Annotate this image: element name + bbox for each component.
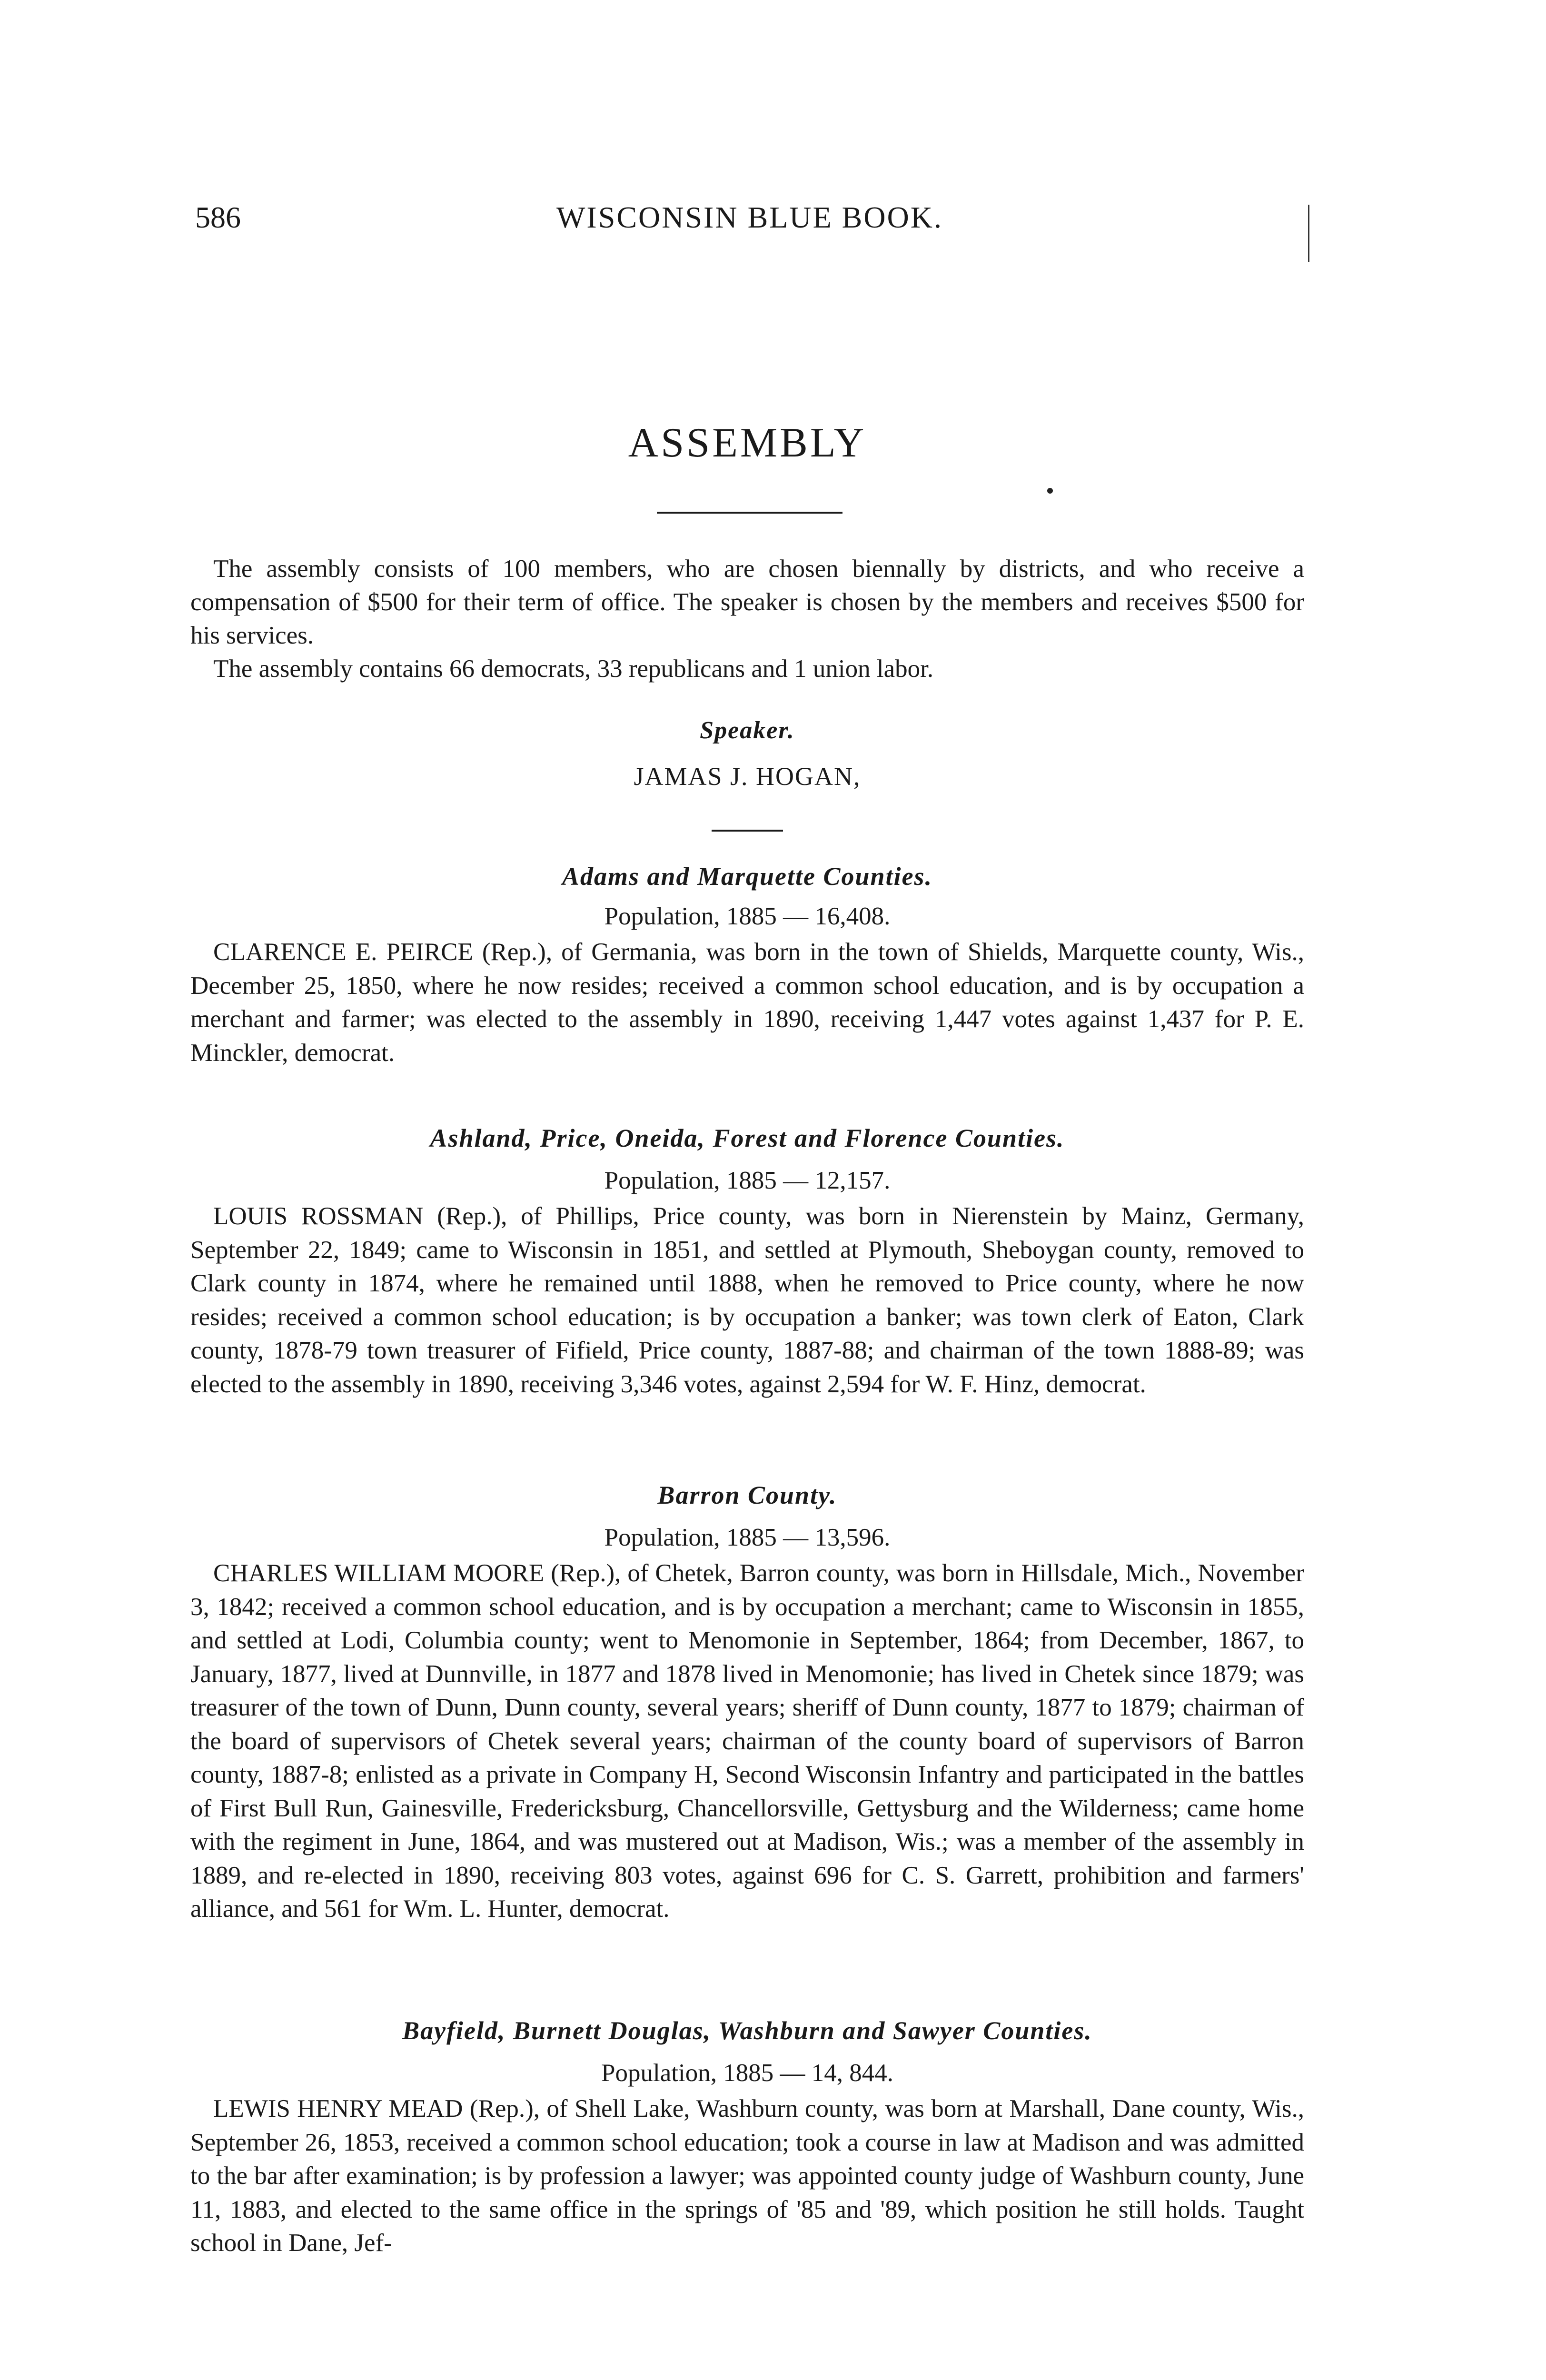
county-heading: Bayfield, Burnett Douglas, Washburn and Sawyer Counties. <box>402 2016 1092 2045</box>
running-head: WISCONSIN BLUE BOOK. <box>556 200 943 234</box>
speaker-heading: Speaker. <box>700 717 795 744</box>
population-line: Population, 1885 — 13,596. <box>604 1524 891 1551</box>
margin-mark <box>1308 205 1309 262</box>
population-line: Population, 1885 — 12,157. <box>604 1167 891 1194</box>
page-number: 586 <box>195 200 241 234</box>
intro-paragraph: The assembly consists of 100 members, who are chosen biennally by districts, and who receive a compensation of $500 for their term of office. The speaker is chosen by the members and receives $500 for his services. <box>190 555 1304 649</box>
member-bio <box>190 1557 1304 1926</box>
title-rule <box>657 512 842 514</box>
population-line: Population, 1885 — 16,408. <box>604 902 891 930</box>
page-title: ASSEMBLY <box>628 420 867 466</box>
speaker-name: JAMAS J. HOGAN, <box>634 762 861 791</box>
stray-mark <box>1047 488 1053 494</box>
bio-paragraph: CLARENCE E. PEIRCE (Rep.), of Germania, was born in the town of Shields, Marquette county, Wis., December 25, 1850, where he now resides; received a common school education, and is by occupation a merchant and farmer; was elected to the assembly in 1890, receiving 1,447 votes against 1,437 for P. E. Minckler, democrat. <box>190 938 1304 1067</box>
member-bio <box>190 935 1304 1070</box>
member-bio <box>190 2092 1304 2260</box>
population-line: Population, 1885 — 14, 844. <box>601 2059 893 2087</box>
speaker-rule <box>712 830 783 832</box>
intro-paragraph: The assembly contains 66 democrats, 33 republicans and 1 union labor. <box>213 655 934 683</box>
bio-paragraph: CHARLES WILLIAM MOORE (Rep.), of Chetek, Barron county, was born in Hillsdale, Mich., November 3, 1842; received a common school education, and is by occupation a merchant; came to Wisconsin in 1855, and settled at Lodi, Columbia county; went to Menomonie in September, 1864; from December, 1867, to January, 1877, lived at Dunnville, in 1877 and 1878 lived in Menomonie; has lived in Chetek since 1879; was treasurer of the town of Dunn, Dunn county, several years; sheriff of Dunn county, 1877 to 1879; chairman of the board of supervisors of Chetek several years; chairman of the county board of supervisors of Barron county, 1887-8; enlisted as a private in Company H, Second Wisconsin Infantry and participated in the battles of First Bull Run, Gainesville, Fredericksburg, Chancellorsville, Gettysburg and the Wilderness; came home with the regiment in June, 1864, and was mustered out at Madison, Wis.; was a member of the assembly in 1889, and re-elected in 1890, receiving 803 votes, against 696 for C. S. Garrett, prohibition and farmers' alliance, and 561 for Wm. L. Hunter, democrat. <box>190 1559 1304 1923</box>
county-heading: Barron County. <box>657 1481 837 1509</box>
bio-paragraph: LOUIS ROSSMAN (Rep.), of Phillips, Price county, was born in Nierenstein by Mainz, Germany, September 22, 1849; came to Wisconsin in 1851, and settled at Plymouth, Sheboygan county, removed to Clark county in 1874, where he remained until 1888, when he removed to Price county, where he now resides; received a common school education; is by occupation a banker; was town clerk of Eaton, Clark county, 1878-79 town treasurer of Fifield, Price county, 1887-88; and chairman of the town 1888-89; was elected to the assembly in 1890, receiving 3,346 votes, against 2,594 for W. F. Hinz, democrat. <box>190 1202 1304 1398</box>
member-bio <box>190 1200 1304 1401</box>
page-header <box>195 200 1304 248</box>
county-heading: Ashland, Price, Oneida, Forest and Florence Counties. <box>430 1124 1065 1152</box>
bio-paragraph: LEWIS HENRY MEAD (Rep.), of Shell Lake, Washburn county, was born at Marshall, Dane county, Wis., September 26, 1853, received a common school education; took a course in law at Madison and was admitted to the bar after examination; is by profession a lawyer; was appointed county judge of Washburn county, June 11, 1883, and elected to the same office in the springs of '85 and '89, which position he still holds. Taught school in Dane, Jef- <box>190 2095 1304 2257</box>
county-heading: Adams and Marquette Counties. <box>562 862 933 891</box>
intro-block <box>190 552 1304 685</box>
